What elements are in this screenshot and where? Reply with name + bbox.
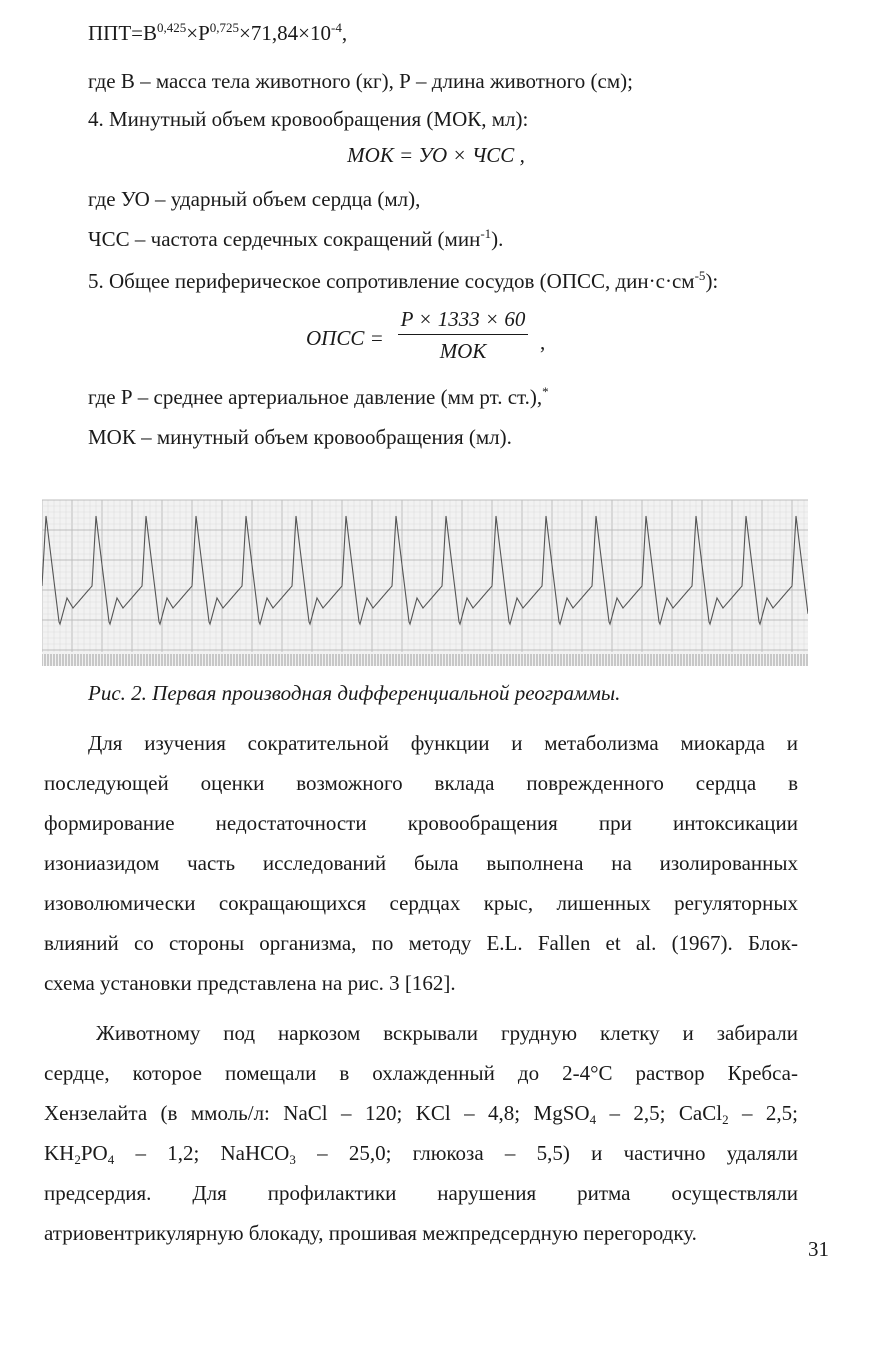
paragraph-1-line-6: влияний со стороны организма, по методу E.L. Fallen et al. (1967). Блок-	[44, 931, 798, 955]
formula-opss-denominator: МОК	[439, 339, 487, 363]
definition-chss: ЧСС – частота сердечных сокращений (мин$^{-1}$).	[88, 226, 504, 251]
paragraph-1-line-4: изониазидом часть исследований была выполнена на изолированных	[44, 851, 798, 875]
paragraph-1-line-3: формирование недостаточности кровообращения при интоксикации	[44, 811, 798, 835]
paragraph-2-line-4: $KH_2PO_4 - 1,2$; NaHCO$_3$ – 25,0; глюкоза – 5,5) и частично удаляли	[44, 1141, 798, 1167]
paragraph-2-line-6: атриовентрикулярную блокаду, прошивая межпредсердную перегородку.	[44, 1221, 697, 1245]
page-number: 31	[808, 1237, 829, 1261]
paragraph-1-line-5: изоволюмически сокращающихся сердцах крыс, лишенных регуляторных	[44, 891, 798, 915]
paragraph-1-line-1: Для изучения сократительной функции и метаболизма миокарда и	[88, 731, 798, 755]
formula-opss-comma: ,	[540, 330, 546, 354]
paragraph-2-line-2: сердце, которое помещали в охлажденный до 2-4°С раствор Кребса-	[44, 1061, 798, 1085]
item-5-heading: 5. Общее периферическое сопротивление сосудов (ОПСС, $дин\cdot с\cdot см^{-5}$):	[88, 268, 719, 293]
definition-p: где Р – среднее артериальное давление (мм рт. ст.),*	[88, 384, 549, 409]
figure-caption: Рис. 2. Первая производная дифференциальной реограммы.	[88, 681, 621, 705]
rheogram-figure	[42, 494, 808, 666]
paragraph-2-line-3: Хензелайта (в ммоль/л: NaCl – 120; KCl – 4,8; MgSO$_4$ – 2,5; CaCl$_2$ – 2,5;	[44, 1101, 798, 1127]
fraction-bar	[398, 334, 528, 335]
paragraph-2-line-1: Животному под наркозом вскрывали грудную клетку и забирали	[96, 1021, 798, 1045]
paragraph-2-line-5: предсердия. Для профилактики нарушения ритма осуществляли	[44, 1181, 798, 1205]
formula-mok: МОК = УО × ЧСС ,	[347, 143, 525, 167]
formula-opss-lhs: ОПСС =	[306, 326, 384, 350]
formula-opss-fraction	[398, 306, 528, 364]
definition-uo: где УО – ударный объем сердца (мл),	[88, 187, 421, 211]
item-4-heading: 4. Минутный объем кровообращения (МОК, мл):	[88, 107, 529, 131]
definition-mok: МОК – минутный объем кровообращения (мл).	[88, 425, 512, 449]
formula-opss-numerator: P × 1333 × 60	[400, 307, 526, 331]
definition-b-p: где В – масса тела животного (кг), Р – длина животного (см);	[88, 69, 633, 93]
paragraph-1-line-2: последующей оценки возможного вклада поврежденного сердца в	[44, 771, 798, 795]
formula-ppt: $ППТ=B^{0,425}\times P^{0,725}\times 71,84\times 10^{-4}$,	[88, 20, 348, 45]
paragraph-1-line-7: схема установки представлена на рис. 3 [162].	[44, 971, 456, 995]
